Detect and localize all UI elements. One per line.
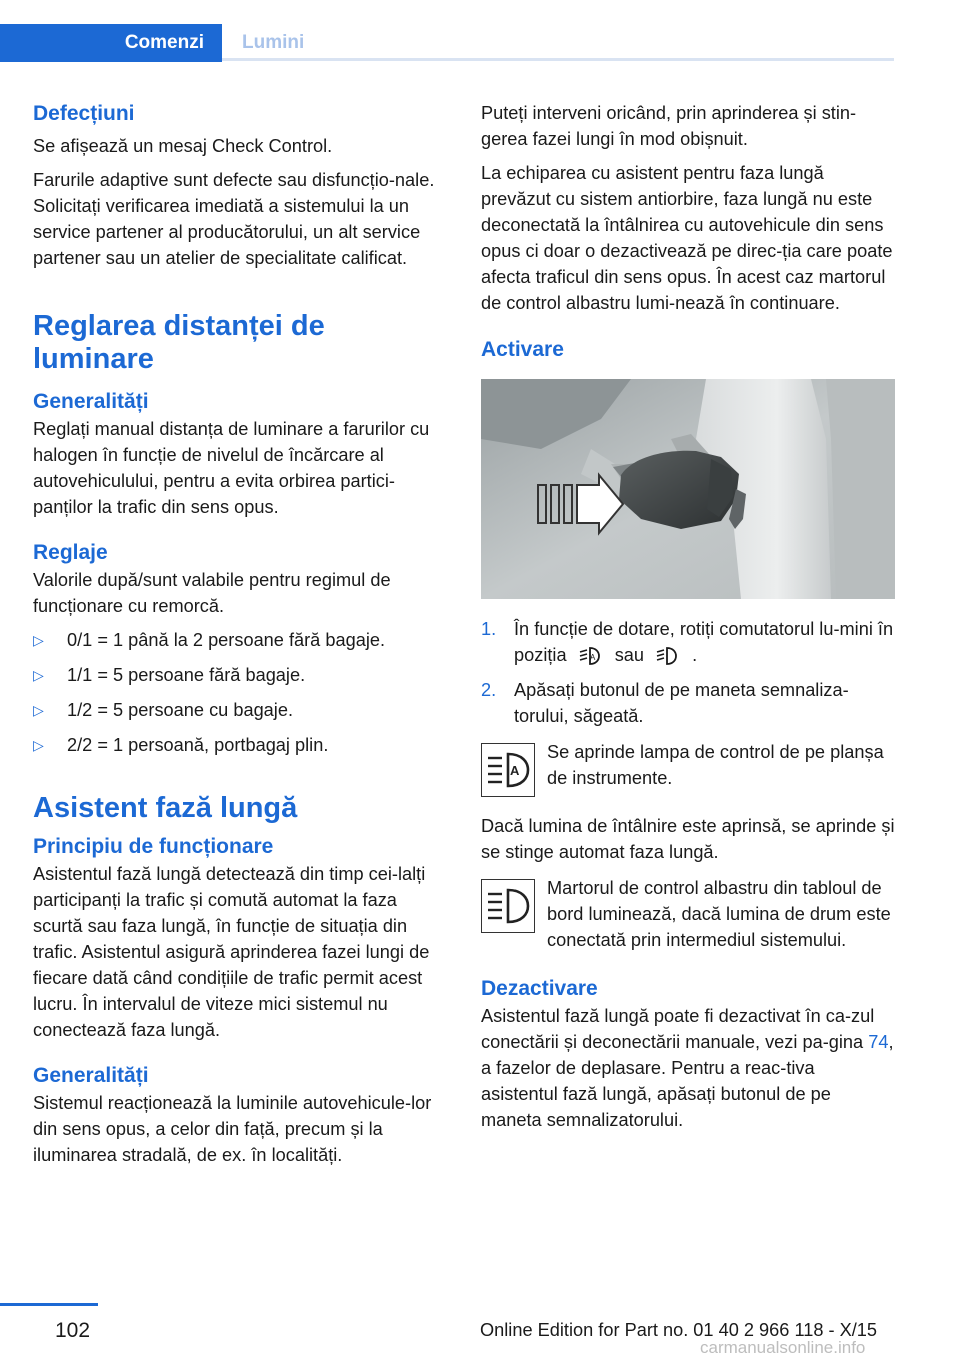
paragraph: Asistentul fază lungă poate fi dezactivat în ca‐zul conectării și deconectării manuale, vezi pa‐gina 74, a fazelor de deplasare. Pentru a reac‐tiva asistentul fază lungă, apăsați butonul de pe maneta semnalizatorului. [481, 1006, 894, 1130]
triangle-bullet-icon: ▷ [33, 667, 44, 683]
paragraph: Farurile adaptive sunt defecte sau disfuncțio‐nale. Solicitați verificarea imediată a sistemului la un service partener al producătorului, un alt service partener sau un atelier de specialitate calificat. [33, 170, 435, 268]
footer-divider [0, 1303, 98, 1306]
paragraph: Martorul de control albastru din tabloul de bord luminează, dacă lumina de drum este conectată prin intermediul sistemului. [547, 878, 891, 950]
paragraph: Se afișează un mesaj Check Control. [33, 136, 333, 156]
section-heading-activare: Activare [481, 338, 564, 361]
section-heading-principiu: Principiu de funcționare [33, 835, 274, 858]
watermark: carmanualsonline.info [700, 1338, 866, 1357]
paragraph: La echiparea cu asistent pentru faza lungă prevăzut cu sistem antiorbire, faza lungă nu este deconectată la întâlnirea cu autovehicule din sens opus ci doar o dezactivează pe direc‐ția care poate afecta traficul din sens opus. În acest caz martorul de control albastru lumi‐nează în continuare. [481, 163, 893, 313]
left-column [33, 100, 447, 1168]
turn-signal-stalk-photo [481, 379, 895, 599]
paragraph: Valorile după/sunt valabile pentru regimul de funcționare cu remorcă. [33, 570, 391, 616]
paragraph: Asistentul fază lungă detectează din timp cei‐lalți participanți la trafic și comută automat la faza scurtă sau faza lungă, în funcție de situația din trafic. Asistentul asigură aprinderea fazei lungi de fiecare dată când condițiile de trafic permit acest lucru. În intervalul de viteze mici sistemul nu conectează faza lungă. [33, 864, 430, 1040]
svg-text:A: A [510, 763, 520, 778]
low-beam-icon [655, 645, 681, 667]
page-link[interactable]: 74 [868, 1032, 889, 1052]
section-heading-generalitati: Generalități [33, 390, 149, 413]
section-heading-dezactivare: Dezactivare [481, 977, 598, 1000]
list-item: ▷ 1/2 = 5 persoane cu bagaje. [33, 697, 447, 723]
high-beam-indicator-icon [481, 879, 535, 933]
step-number: 1. [481, 619, 497, 639]
paragraph: Reglați manual distanța de luminare a farurilor cu halogen în funcție de nivelul de încărcare al autovehiculului, pentru a evita orbirea partici‐panților la trafic din sens opus. [33, 419, 430, 517]
section-heading-generalitati-2: Generalități [33, 1064, 149, 1087]
paragraph: Se aprinde lampa de control de pe planșa de instrumente. [547, 742, 884, 788]
list-item: ▷ 0/1 = 1 până la 2 persoane fără bagaje. [33, 627, 447, 653]
tab-lumini[interactable]: Lumini [242, 32, 305, 53]
auto-light-position-icon [578, 645, 604, 667]
high-beam-assist-indicator-icon [481, 743, 535, 797]
edition-text: Online Edition for Part no. 01 40 2 966 118 - X/15 [480, 1320, 878, 1340]
page-number: 102 [55, 1319, 91, 1342]
paragraph: Sistemul reacționează la luminile autovehicule‐lor din sens opus, a celor din față, precum și la iluminarea stradală, de ex. în localități. [33, 1093, 432, 1165]
svg-text:A: A [589, 653, 595, 663]
tab-comenzi[interactable]: Comenzi [0, 24, 222, 62]
list-item: ▷ 1/1 = 5 persoane fără bagaje. [33, 662, 447, 688]
activation-steps [481, 616, 895, 729]
paragraph: Dacă lumina de întâlnire este aprinsă, se aprinde și se stinge automat faza lungă. [481, 816, 895, 862]
reglaje-list [33, 627, 447, 758]
triangle-bullet-icon: ▷ [33, 737, 44, 753]
page-header [0, 0, 960, 64]
triangle-bullet-icon: ▷ [33, 702, 44, 718]
right-column [481, 100, 895, 1133]
chapter-heading-asistent: Asistent fază lungă [33, 792, 298, 824]
triangle-bullet-icon: ▷ [33, 632, 44, 648]
indicator-note [481, 739, 895, 803]
section-heading-reglaje: Reglaje [33, 541, 108, 564]
list-item: 2. Apăsați butonul de pe maneta semnaliza‐torului, săgeată. [481, 677, 895, 729]
list-item: 1. În funcție de dotare, rotiți comutatorul lu‐mini în poziția A sau . [481, 616, 895, 668]
paragraph: Puteți interveni oricând, prin aprinderea și stin‐gerea fazei lungi în mod obișnuit. [481, 103, 857, 149]
indicator-note [481, 875, 895, 953]
section-heading-defectiuni: Defecțiuni [33, 102, 135, 125]
header-divider [222, 58, 894, 61]
step-number: 2. [481, 680, 497, 700]
list-item: ▷ 2/2 = 1 persoană, portbagaj plin. [33, 732, 447, 758]
chapter-heading-reglarea: Reglarea distanței de luminare [33, 310, 325, 375]
